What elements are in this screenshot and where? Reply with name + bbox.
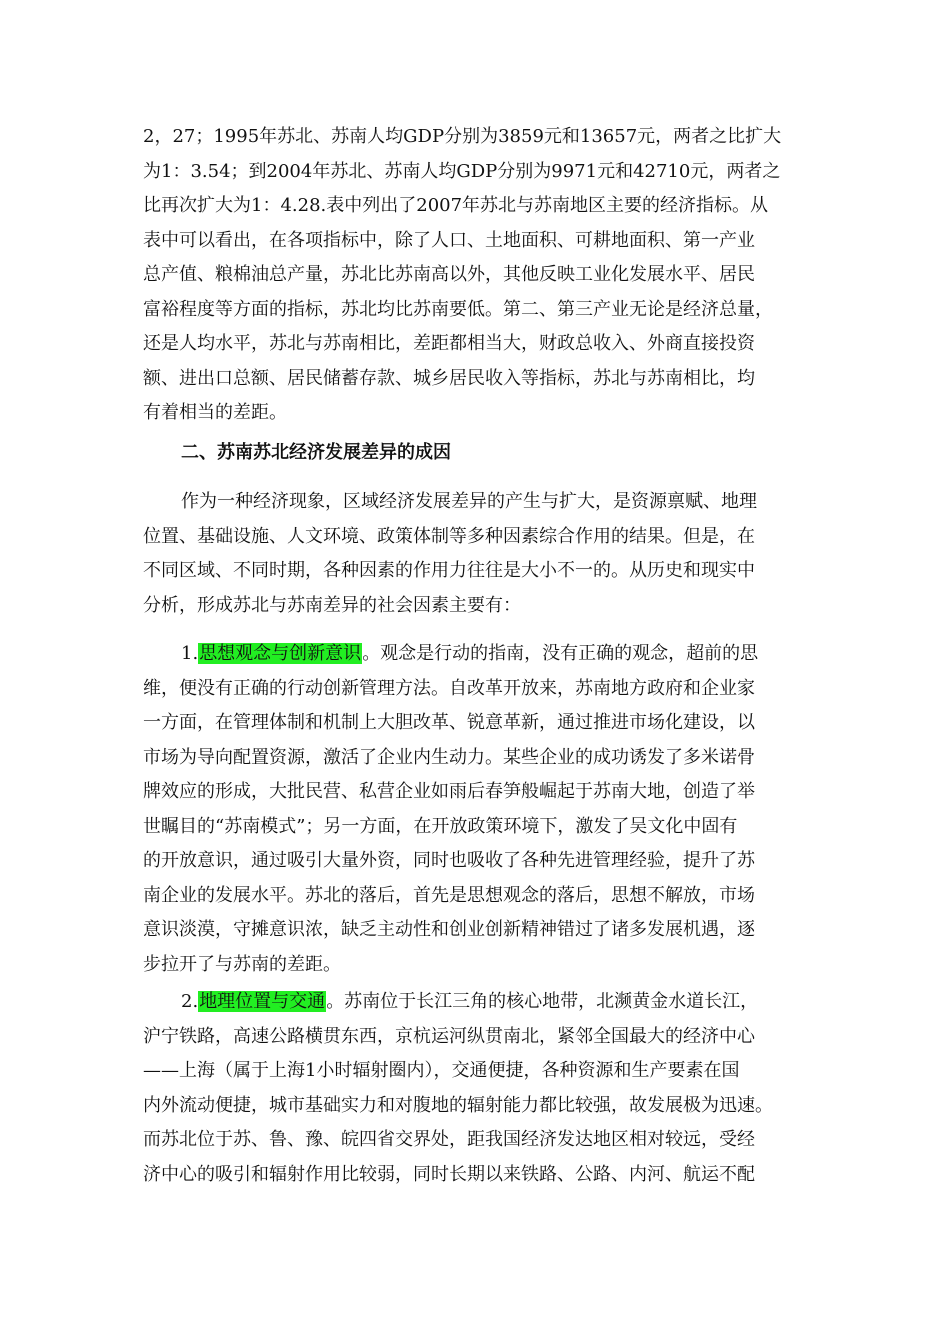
list-item-1 bbox=[143, 637, 813, 982]
list-item-2 bbox=[143, 985, 813, 1192]
text-line: ——上海（属于上海1小时辐射圈内），交通便捷，各种资源和生产要素在国 bbox=[143, 1060, 740, 1081]
text-line: 富裕程度等方面的指标，苏北均比苏南要低。第二、第三产业无论是经济总量， bbox=[143, 298, 773, 320]
item-number: 2. bbox=[181, 991, 199, 1012]
text-line: 还是人均水平，苏北与苏南相比，差距都相当大，财政总收入、外商直接投资 bbox=[143, 333, 755, 354]
text-line: 而苏北位于苏、鲁、豫、皖四省交界处，距我国经济发达地区相对较远，受经 bbox=[143, 1129, 755, 1150]
text-line: 内外流动便捷，城市基础实力和对腹地的辐射能力都比较强，故发展极为迅速。 bbox=[143, 1094, 773, 1116]
text-line: 总产值、粮棉油总产量，苏北比苏南高以外，其他反映工业化发展水平、居民 bbox=[143, 264, 755, 285]
text-line: 位置、基础设施、人文环境、政策体制等多种因素综合作用的结果。但是，在 bbox=[143, 525, 755, 547]
text-line: 步拉开了与苏南的差距。 bbox=[143, 953, 341, 975]
item-first-line bbox=[143, 637, 813, 672]
text-line: 不同区域、不同时期，各种因素的作用力往往是大小不一的。从历史和现实中 bbox=[143, 560, 755, 581]
text-line: 的开放意识，通过吸引大量外资，同时也吸收了各种先进管理经验，提升了苏 bbox=[143, 850, 755, 871]
text-line: 南企业的发展水平。苏北的落后，首先是思想观念的落后，思想不解放，市场 bbox=[143, 884, 755, 906]
section-heading: 二、苏南苏北经济发展差异的成因 bbox=[181, 442, 451, 463]
text-line: 有着相当的差距。 bbox=[143, 402, 287, 423]
highlighted-term: 地理位置与交通 bbox=[199, 991, 326, 1012]
text-line: 作为一种经济现象，区域经济发展差异的产生与扩大，是资源禀赋、地理 bbox=[181, 491, 757, 512]
item-text: 。苏南位于长江三角的核心地带，北濒黄金水道长江， bbox=[326, 991, 759, 1012]
text-line: 市场为导向配置资源，激活了企业内生动力。某些企业的成功诱发了多米诺骨 bbox=[143, 746, 755, 768]
item-first-line bbox=[143, 985, 813, 1020]
text-line: 意识淡漠，守摊意识浓，缺乏主动性和创业创新精神错过了诸多发展机遇，逐 bbox=[143, 919, 755, 940]
text-line: 牌效应的形成，大批民营、私营企业如雨后春笋般崛起于苏南大地，创造了举 bbox=[143, 781, 755, 802]
item-number: 1. bbox=[181, 643, 199, 664]
text-line: 世瞩目的“苏南模式”；另一方面，在开放政策环境下，激发了吴文化中固有 bbox=[143, 815, 738, 837]
highlighted-term: 思想观念与创新意识 bbox=[199, 643, 362, 664]
text-line: 额、进出口总额、居民储蓄存款、城乡居民收入等指标，苏北与苏南相比，均 bbox=[143, 367, 755, 389]
text-line: 为1：3.54；到2004年苏北、苏南人均GDP分别为9971元和42710元，两者之 bbox=[143, 160, 781, 182]
text-line: 维，便没有正确的行动创新管理方法。自改革开放来，苏南地方政府和企业家 bbox=[143, 677, 755, 699]
text-line: 表中可以看出，在各项指标中，除了人口、土地面积、可耕地面积、第一产业 bbox=[143, 229, 755, 251]
text-line: 2，27；1995年苏北、苏南人均GDP分别为3859元和13657元，两者之比扩大 bbox=[143, 126, 782, 147]
text-line: 一方面，在管理体制和机制上大胆改革、锐意革新，通过推进市场化建设，以 bbox=[143, 712, 755, 733]
text-line: 沪宁铁路，高速公路横贯东西，京杭运河纵贯南北，紧邻全国最大的经济中心 bbox=[143, 1025, 755, 1047]
paragraph-1 bbox=[143, 120, 813, 431]
item-text: 。观念是行动的指南，没有正确的观念，超前的思 bbox=[362, 643, 759, 664]
paragraph-2 bbox=[143, 485, 813, 623]
text-line: 济中心的吸引和辐射作用比较弱，同时长期以来铁路、公路、内河、航运不配 bbox=[143, 1163, 755, 1185]
text-line: 比再次扩大为1：4.28.表中列出了2007年苏北与苏南地区主要的经济指标。从 bbox=[143, 195, 769, 216]
text-line: 分析，形成苏北与苏南差异的社会因素主要有： bbox=[143, 594, 521, 616]
